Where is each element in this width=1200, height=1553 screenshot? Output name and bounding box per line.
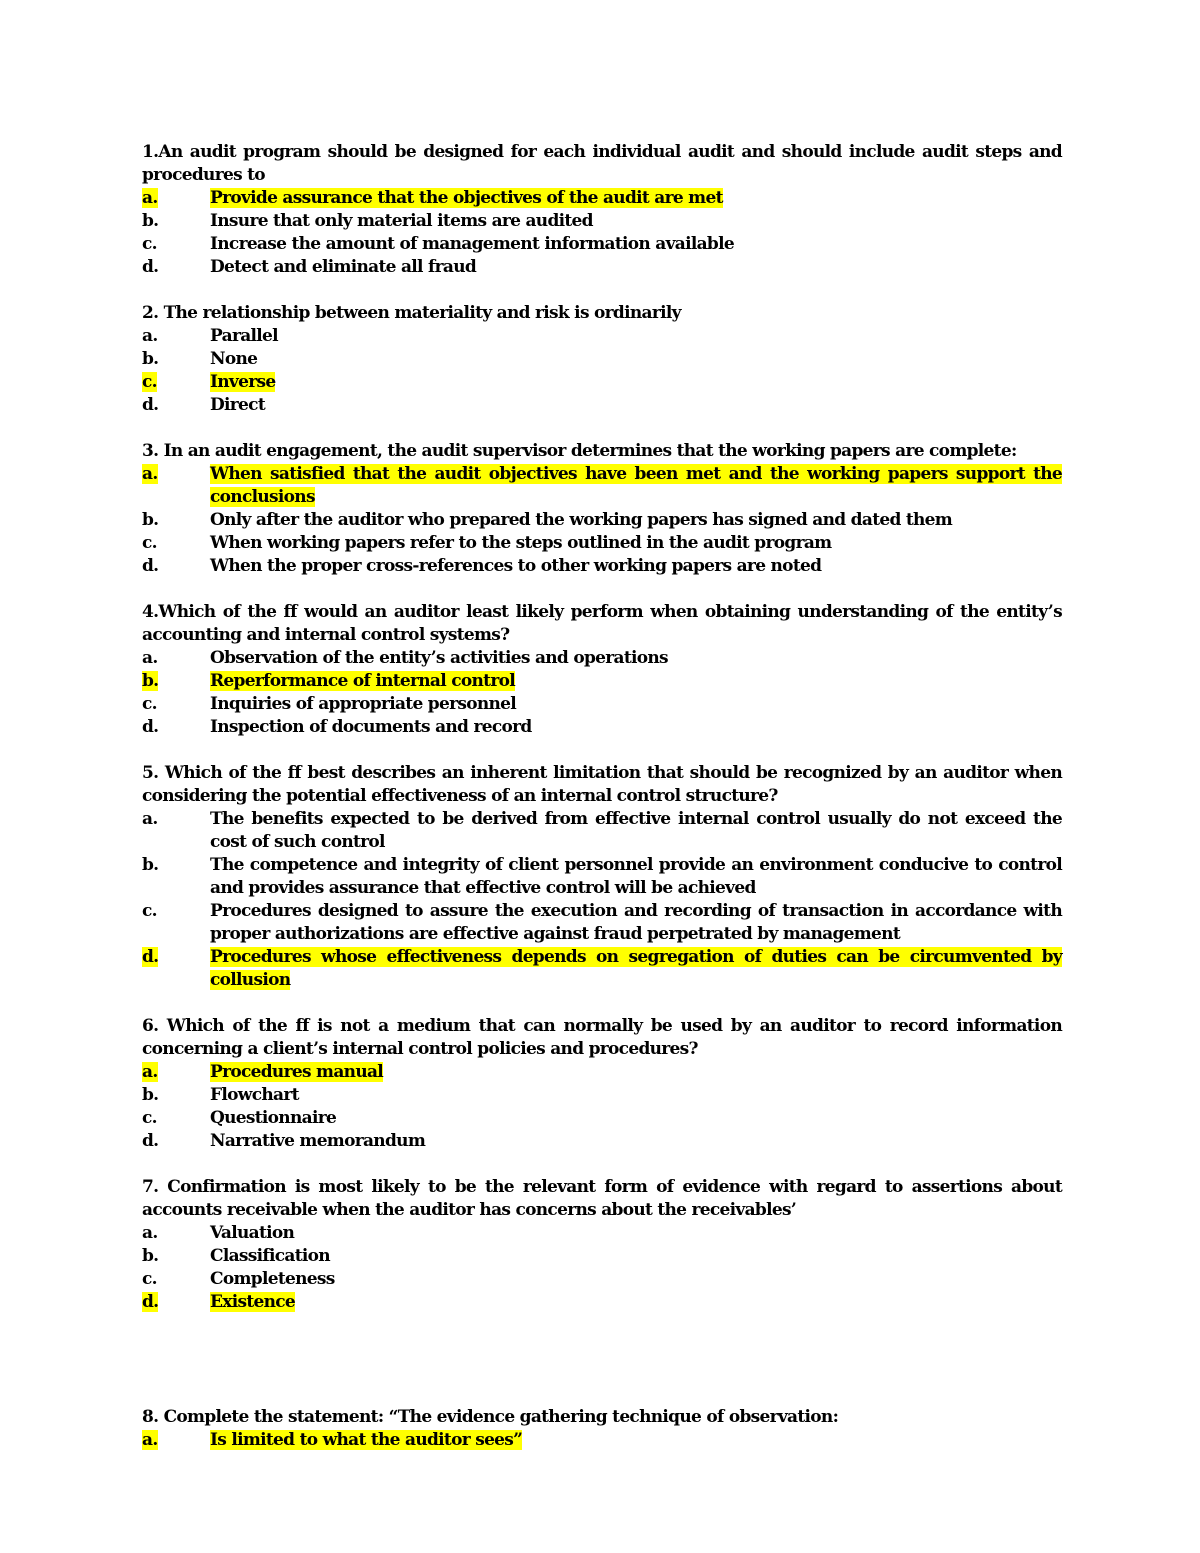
option-text: Parallel <box>210 326 278 346</box>
option-text-wrap <box>210 371 1062 394</box>
option-text: Direct <box>210 395 265 415</box>
option-text-wrap <box>210 1107 1062 1130</box>
option-text: Procedures designed to assure the execution and recording of transaction in accordance with proper authorizations are effective against fraud perpetrated by management <box>210 901 1062 944</box>
option-text-wrap <box>210 854 1062 900</box>
option-letter <box>142 1107 210 1130</box>
option-letter-text: a. <box>142 1223 158 1243</box>
document-body <box>142 141 1062 1452</box>
option-letter-text: d. <box>142 717 159 737</box>
option-letter <box>142 1130 210 1153</box>
option-text-wrap <box>210 1429 1062 1452</box>
option-text-wrap <box>210 555 1062 578</box>
option-letter-text: d. <box>142 556 159 576</box>
spacer <box>142 1314 1062 1406</box>
option-text-wrap <box>210 532 1062 555</box>
answer-option <box>142 1429 1062 1452</box>
option-letter <box>142 348 210 371</box>
option-letter <box>142 256 210 279</box>
option-text: None <box>210 349 258 369</box>
highlighted-answer: Existence <box>210 1292 296 1312</box>
option-letter-text: b. <box>142 1085 159 1105</box>
answer-option <box>142 1130 1062 1153</box>
option-letter-text: b. <box>142 855 159 875</box>
option-text-wrap <box>210 394 1062 417</box>
option-letter-text: c. <box>142 372 157 392</box>
option-letter <box>142 1084 210 1107</box>
option-text-wrap <box>210 716 1062 739</box>
option-text-wrap <box>210 1245 1062 1268</box>
option-letter <box>142 210 210 233</box>
answer-option <box>142 946 1062 992</box>
option-text-wrap <box>210 256 1062 279</box>
option-letter-text: a. <box>142 464 158 484</box>
answer-option <box>142 509 1062 532</box>
option-text: Only after the auditor who prepared the working papers has signed and dated them <box>210 510 953 530</box>
answer-option <box>142 256 1062 279</box>
option-text: Insure that only material items are audited <box>210 211 593 231</box>
question-block <box>142 601 1062 739</box>
question-block <box>142 1406 1062 1452</box>
option-letter <box>142 1268 210 1291</box>
answer-option <box>142 1245 1062 1268</box>
option-text: Inspection of documents and record <box>210 717 532 737</box>
option-text-wrap <box>210 693 1062 716</box>
option-letter <box>142 371 210 394</box>
question-stem: 2. The relationship between materiality and risk is ordinarily <box>142 303 681 323</box>
option-letter-text: b. <box>142 211 159 231</box>
question-block <box>142 1176 1062 1314</box>
option-letter <box>142 716 210 739</box>
highlighted-answer: Provide assurance that the objectives of the audit are met <box>210 188 723 208</box>
question-stem: 8. Complete the statement: “The evidence gathering technique of observation: <box>142 1407 839 1427</box>
option-text: Inquiries of appropriate personnel <box>210 694 517 714</box>
option-letter <box>142 1061 210 1084</box>
option-letter-text: d. <box>142 947 159 967</box>
option-text-wrap <box>210 509 1062 532</box>
option-letter <box>142 1245 210 1268</box>
option-letter-text: c. <box>142 1269 157 1289</box>
option-text-wrap <box>210 348 1062 371</box>
spacer <box>142 417 1062 440</box>
option-text: Observation of the entity’s activities and operations <box>210 648 668 668</box>
option-letter-text: d. <box>142 257 159 277</box>
answer-option <box>142 900 1062 946</box>
option-text-wrap <box>210 647 1062 670</box>
option-text-wrap <box>210 1130 1062 1153</box>
option-text-wrap <box>210 900 1062 946</box>
highlighted-answer: Reperformance of internal control <box>210 671 515 691</box>
question-stem: 6. Which of the ff is not a medium that can normally be used by an auditor to record information concerning a client’s internal control policies and procedures? <box>142 1016 1062 1059</box>
option-text-wrap <box>210 463 1062 509</box>
option-letter <box>142 187 210 210</box>
option-text-wrap <box>210 187 1062 210</box>
answer-option <box>142 394 1062 417</box>
answer-option <box>142 716 1062 739</box>
option-text: Completeness <box>210 1269 335 1289</box>
answer-option <box>142 371 1062 394</box>
spacer <box>142 739 1062 762</box>
option-letter-text: a. <box>142 326 158 346</box>
option-letter-text: c. <box>142 234 157 254</box>
answer-option <box>142 1222 1062 1245</box>
highlighted-answer: Procedures whose effectiveness depends on segregation of duties can be circumvented by collusion <box>210 947 1062 990</box>
option-letter-text: a. <box>142 1430 158 1450</box>
option-letter <box>142 1222 210 1245</box>
answer-option <box>142 854 1062 900</box>
highlighted-answer: Is limited to what the auditor sees” <box>210 1430 523 1450</box>
answer-option <box>142 808 1062 854</box>
option-letter <box>142 808 210 854</box>
option-text: Questionnaire <box>210 1108 337 1128</box>
option-letter <box>142 233 210 256</box>
option-text-wrap <box>210 233 1062 256</box>
option-letter <box>142 555 210 578</box>
highlighted-answer: Inverse <box>210 372 276 392</box>
option-letter-text: c. <box>142 533 157 553</box>
option-letter <box>142 647 210 670</box>
option-text: Valuation <box>210 1223 295 1243</box>
option-letter-text: a. <box>142 1062 158 1082</box>
spacer <box>142 279 1062 302</box>
option-letter-text: d. <box>142 395 159 415</box>
answer-option <box>142 233 1062 256</box>
option-letter <box>142 1429 210 1452</box>
option-letter <box>142 1291 210 1314</box>
option-text-wrap <box>210 210 1062 233</box>
option-letter-text: b. <box>142 349 159 369</box>
answer-option <box>142 532 1062 555</box>
question-block <box>142 440 1062 578</box>
spacer <box>142 1153 1062 1176</box>
option-letter <box>142 394 210 417</box>
answer-option <box>142 463 1062 509</box>
option-text: When working papers refer to the steps outlined in the audit program <box>210 533 832 553</box>
option-text-wrap <box>210 1084 1062 1107</box>
answer-option <box>142 325 1062 348</box>
question-stem: 7. Confirmation is most likely to be the relevant form of evidence with regard to assertions about accounts receivable when the auditor has concerns about the receivables’ <box>142 1177 1062 1220</box>
spacer <box>142 992 1062 1015</box>
option-text: Classification <box>210 1246 330 1266</box>
option-letter-text: d. <box>142 1131 159 1151</box>
option-text: Flowchart <box>210 1085 299 1105</box>
answer-option <box>142 187 1062 210</box>
option-letter-text: a. <box>142 188 158 208</box>
option-letter-text: b. <box>142 1246 159 1266</box>
option-letter <box>142 532 210 555</box>
question-stem: 3. In an audit engagement, the audit supervisor determines that the working papers are complete: <box>142 441 1017 461</box>
answer-option <box>142 1084 1062 1107</box>
question-stem: 5. Which of the ff best describes an inherent limitation that should be recognized by an auditor when considering the potential effectiveness of an internal control structure? <box>142 763 1062 806</box>
option-letter <box>142 900 210 946</box>
answer-option <box>142 1291 1062 1314</box>
option-text-wrap <box>210 1268 1062 1291</box>
option-text-wrap <box>210 1291 1062 1314</box>
option-text-wrap <box>210 325 1062 348</box>
answer-option <box>142 210 1062 233</box>
option-text: When the proper cross-references to other working papers are noted <box>210 556 822 576</box>
option-text-wrap <box>210 946 1062 992</box>
option-text-wrap <box>210 1222 1062 1245</box>
spacer <box>142 578 1062 601</box>
option-text: Narrative memorandum <box>210 1131 426 1151</box>
option-text-wrap <box>210 1061 1062 1084</box>
option-letter-text: c. <box>142 694 157 714</box>
option-letter <box>142 670 210 693</box>
highlighted-answer: When satisfied that the audit objectives have been met and the working papers support the conclusions <box>210 464 1062 507</box>
option-letter-text: d. <box>142 1292 159 1312</box>
answer-option <box>142 693 1062 716</box>
option-letter-text: a. <box>142 809 158 829</box>
answer-option <box>142 555 1062 578</box>
option-text: The competence and integrity of client personnel provide an environment conducive to control and provides assurance that effective control will be achieved <box>210 855 1062 898</box>
option-letter <box>142 509 210 532</box>
option-letter-text: c. <box>142 901 157 921</box>
answer-option <box>142 647 1062 670</box>
answer-option <box>142 1107 1062 1130</box>
option-letter-text: a. <box>142 648 158 668</box>
question-block <box>142 1015 1062 1153</box>
question-block <box>142 141 1062 279</box>
option-letter <box>142 325 210 348</box>
option-letter-text: b. <box>142 510 159 530</box>
option-letter-text: b. <box>142 671 159 691</box>
option-text-wrap <box>210 808 1062 854</box>
answer-option <box>142 670 1062 693</box>
option-letter <box>142 854 210 900</box>
option-letter-text: c. <box>142 1108 157 1128</box>
option-text: Detect and eliminate all fraud <box>210 257 477 277</box>
option-letter <box>142 693 210 716</box>
answer-option <box>142 1268 1062 1291</box>
answer-option <box>142 348 1062 371</box>
option-letter <box>142 946 210 992</box>
question-stem: 4.Which of the ff would an auditor least likely perform when obtaining understanding of the entity’s accounting and internal control systems? <box>142 602 1062 645</box>
highlighted-answer: Procedures manual <box>210 1062 384 1082</box>
option-text: The benefits expected to be derived from effective internal control usually do not exceed the cost of such control <box>210 809 1062 852</box>
option-letter <box>142 463 210 509</box>
question-block <box>142 762 1062 992</box>
option-text: Increase the amount of management information available <box>210 234 734 254</box>
question-stem: 1.An audit program should be designed for each individual audit and should include audit steps and procedures to <box>142 142 1062 185</box>
answer-option <box>142 1061 1062 1084</box>
question-block <box>142 302 1062 417</box>
option-text-wrap <box>210 670 1062 693</box>
